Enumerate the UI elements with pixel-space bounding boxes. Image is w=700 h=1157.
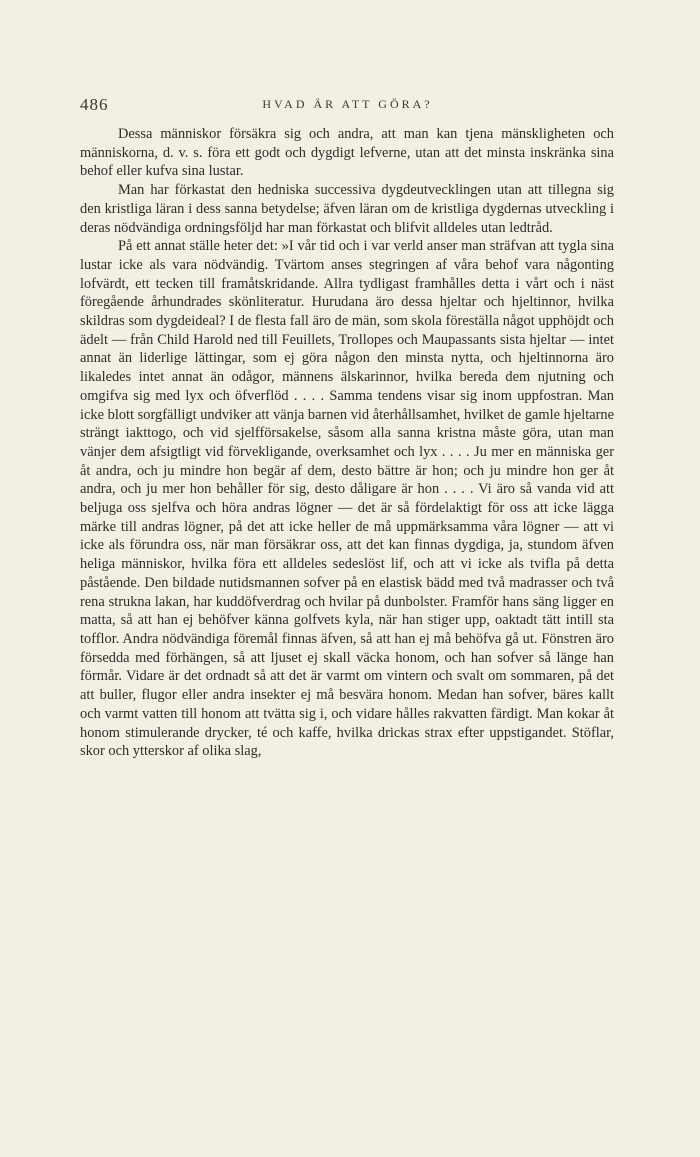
running-head: HVAD ÄR ATT GÖRA? — [262, 97, 433, 111]
paragraph: Dessa människor försäkra sig och andra, att man kan tjena mänskligheten och människorna, d. v. s. föra ett godt och dygdigt lefverne, utan att det minsta inskränka sina behof eller kufva sina lustar. — [80, 126, 614, 180]
body-text — [80, 125, 614, 761]
paragraph: Man har förkastat den hedniska successiva dygdeutvecklingen utan att tillegna sig den kristliga läran i dess sanna betydelse; äfven läran om de kristliga dygdernas utveckling i deras nödvändiga ordningsföljd har man förkastat och blifvit alldeles utan ledtråd. — [80, 182, 614, 236]
page-header — [80, 95, 615, 117]
page-number: 486 — [80, 95, 109, 114]
paragraph: På ett annat ställe heter det: »I vår tid och i var verld anser man sträfvan att tygla sina lustar icke als vara nödvändig. Tvärtom anses stegringen af våra behof vara någonting lofvärdt, ett tecken till framåtskridande. Allra tydligast framhålles detta i vårt och i näst föregående århundrades skönliteratur. Hurudana äro dessa hjeltar och hjeltinnor, hvilka skildras som dygdeideal? I de flesta fall äro de män, som skola föreställa något upphöjdt och ädelt — från Child Harold ned till Feuillets, Trollopes och Maupassants sista hjeltar — intet annat än liderlige lättingar, som ej göra någon den minsta nytta, och hjeltinnorna äro likaledes intet annat än odågor, männens älskarinnor, hvilka bereda dem njutning och omgifva sig med lyx och öfverflöd . . . . Samma tendens visar sig inom uppfostran. Man icke blott sorgfälligt undviker att vänja barnen vid återhållsamhet, hvilket de gamle hjeltarne strängt iakttogo, och vid sjelfförsakelse, såsom alla sanna kristna måste göra, utan man vänjer dem afsigtligt vid förvekligande, overksamhet och lyx . . . . Ju mer en människa ger åt andra, och ju mindre hon begär af dem, desto bättre är hon; och ju mindre hon ger åt andra, och ju mer hon behåller för sig, desto dåligare är hon . . . . Vi äro så vanda vid att beljuga oss sjelfva och höra andras lögner — det är så fördelaktigt för oss att icke lägga märke till andras lögner, på det att icke heller de må uppmärksamma våra lögner — att vi icke als förundra oss, när man försäkrar oss, att det kan finnas dygdiga, ja, stundom äfven heliga människor, hvilka föra ett alldeles sedeslöst lif, och att vi icke als tvifla på detta påstående. Den bildade nutidsmannen sofver på en elastisk bädd med två madrasser och två rena strukna lakan, har kuddöfverdrag och hvilar på dunbolster. Framför hans säng ligger en matta, så att han ej behöfver känna golfvets kyla, när han stiger upp, oaktadt tätt intill sta tofflor. Andra nödvändiga föremål finnas äfven, så att han ej må behöfva gå ut. Fönstren äro försedda med förhängen, så att ljuset ej skall väcka honom, och han sofver så länge han förmår. Vidare är det ordnadt så att det är varmt om vintern och svalt om sommaren, på det att buller, flugor eller andra insekter ej må besvära honom. Medan han sofver, bäres kallt och varmt vatten till honom att tvätta sig i, och vidare hålles rakvatten färdigt. Man kokar åt honom stimulerande drycker, té och kaffe, hvilka drickas strax efter uppstigandet. Stöflar, skor och ytterskor af olika slag, — [80, 238, 614, 760]
